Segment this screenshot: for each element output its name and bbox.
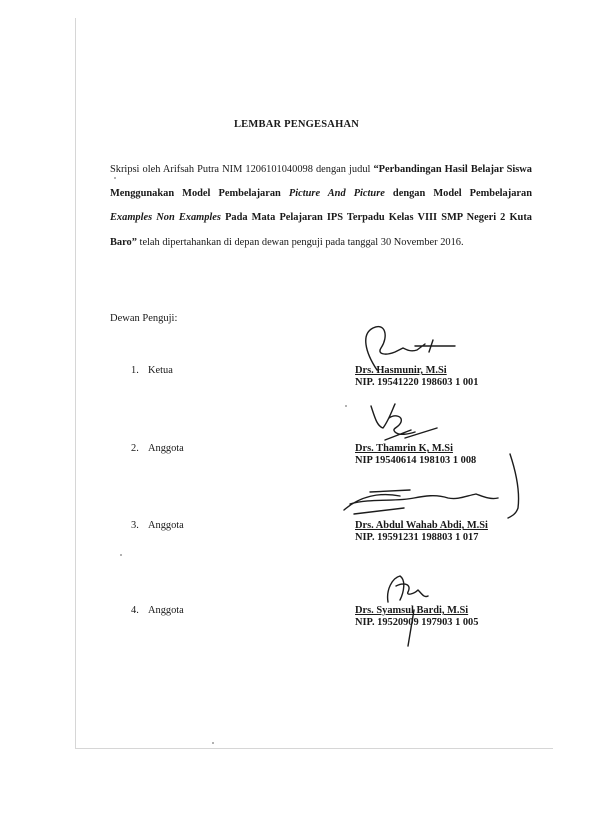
paragraph-text-intro: Skripsi oleh Arifsah Putra NIM 1206101040098 dengan judul	[110, 164, 374, 175]
examiner-3-role	[131, 520, 184, 531]
paragraph-title-part-3: Pada Mata Pelajaran IPS Terpadu Kelas VIII SMP Negeri 2 Kuta Baro”	[110, 212, 532, 248]
examiner-2-name: Drs. Thamrin K, M.Si	[355, 443, 453, 454]
examiner-3-name: Drs. Abdul Wahab Abdi, M.Si	[355, 520, 488, 531]
page-edge-bottom	[75, 748, 553, 749]
paragraph-title-method-2: Examples Non Examples	[110, 212, 221, 224]
examiner-3-number: 3.	[131, 520, 139, 531]
examiner-4-name: Drs. Syamsul Bardi, M.Si	[355, 605, 469, 616]
examiner-1-name: Drs. Hasmunir, M.Si	[355, 365, 447, 376]
examiner-4-role-label: Anggota	[148, 605, 184, 616]
examiner-3-role-label: Anggota	[148, 520, 184, 531]
examiner-1-role-label: Ketua	[148, 365, 173, 376]
examiner-1-number: 1.	[131, 365, 139, 376]
examiner-4-nip: NIP. 19520909 197903 1 005	[355, 617, 479, 628]
scan-speck	[212, 742, 214, 744]
paragraph-title-part-2: dengan Model Pembelajaran	[384, 188, 532, 200]
examiner-2-role	[131, 443, 184, 454]
examiner-2-signature	[365, 398, 445, 444]
scan-speck	[114, 177, 116, 179]
examiner-2-number: 2.	[131, 443, 139, 454]
examiner-4-number: 4.	[131, 605, 139, 616]
paragraph-text-outro: telah dipertahankan di depan dewan penguji pada tanggal 30 November 2016.	[136, 236, 464, 248]
examiners-label: Dewan Penguji:	[110, 313, 178, 324]
examiner-1-role	[131, 365, 173, 376]
page-title: LEMBAR PENGESAHAN	[233, 119, 360, 130]
examiner-1-nip: NIP. 19541220 198603 1 001	[355, 377, 479, 388]
examiner-4-role	[131, 605, 184, 616]
examiner-3-signature	[340, 452, 530, 522]
paragraph-title-part-1: “Perbandingan Hasil Belajar Siswa Menggunakan Model Pembelajaran	[110, 164, 532, 200]
scan-speck	[120, 554, 122, 556]
examiner-2-role-label: Anggota	[148, 443, 184, 454]
scan-speck	[345, 405, 347, 407]
approval-paragraph	[110, 158, 532, 255]
paragraph-title-method-1: Picture And Picture	[288, 188, 385, 200]
examiner-3-nip: NIP. 19591231 198803 1 017	[355, 532, 479, 543]
examiner-2-nip: NIP 19540614 198103 1 008	[355, 455, 477, 466]
